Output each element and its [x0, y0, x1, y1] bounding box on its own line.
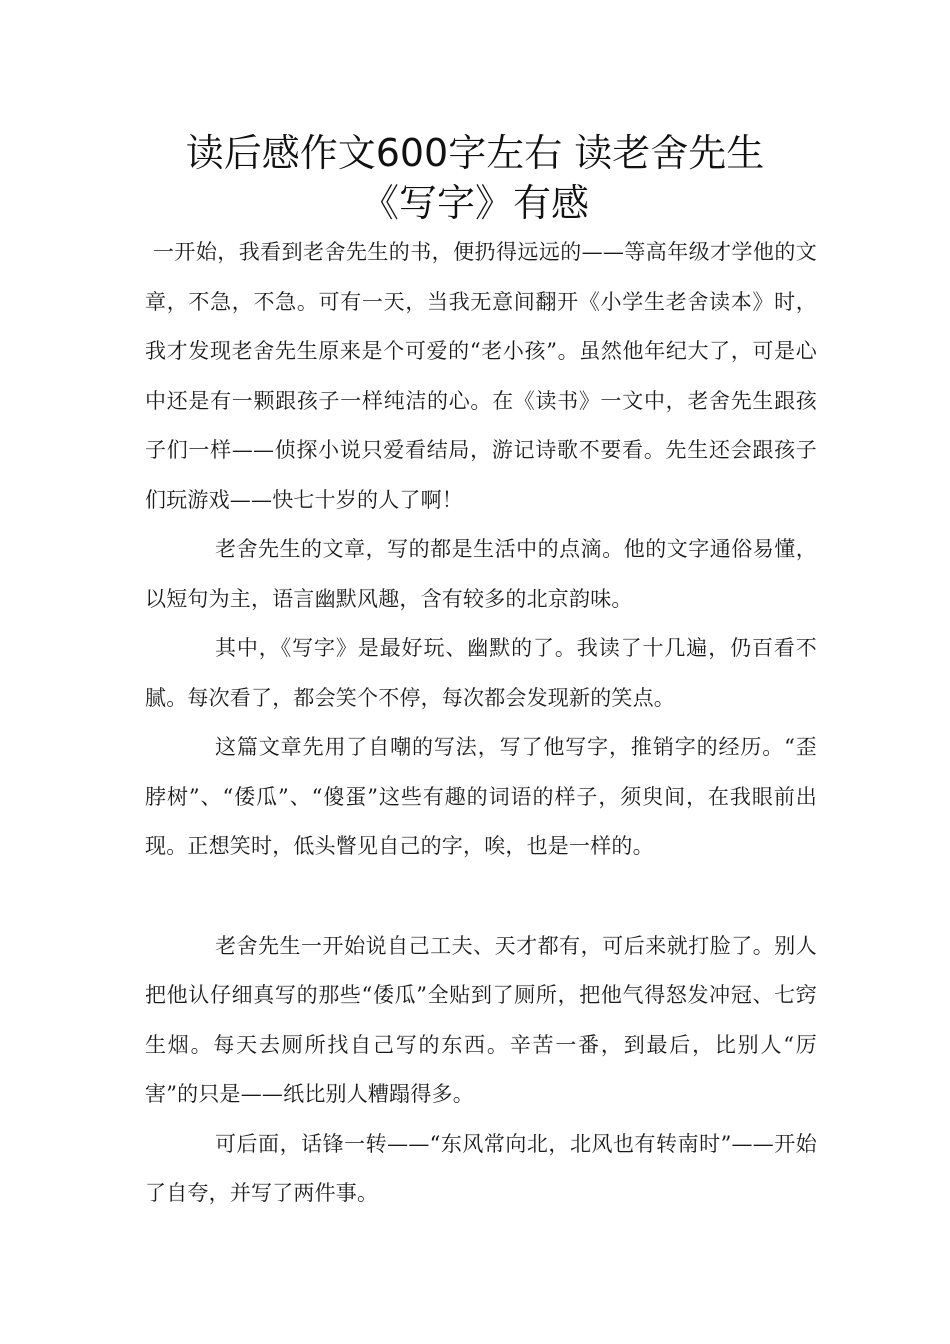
paragraph-3: 其中，《写字》是最好玩、幽默的了。我读了十几遍，仍百看不腻。每次看了，都会笑个不停，每次都会发现新的笑点。	[145, 636, 817, 710]
document-title	[0, 128, 950, 228]
paragraph-4: 这篇文章先用了自嘲的写法，写了他写字，推销字的经历。“歪脖树”、“倭瓜”、“傻蛋”这些有趣的词语的样子，须臾间，在我眼前出现。正想笑时，低头瞥见自己的字，唉，也是一样的。	[145, 735, 817, 858]
title-line-2: 《写字》有感	[360, 181, 589, 225]
paragraph-2: 老舍先生的文章，写的都是生活中的点滴。他的文字通俗易懂，以短句为主，语言幽默风趣，含有较多的北京韵味。	[145, 537, 817, 611]
paragraph-6: 可后面，话锋一转——“东风常向北，北风也有转南时”——开始了自夸，并写了两件事。	[145, 1131, 817, 1205]
title-line-1: 读后感作文600字左右 读老舍先生	[185, 131, 765, 175]
paragraph-5: 老舍先生一开始说自己工夫、天才都有，可后来就打脸了。别人把他认仔细真写的那些“倭瓜”全贴到了厕所，把他气得怒发冲冠、七窍生烟。每天去厕所找自己写的东西。辛苦一番，到最后，比别人“厉害”的只是——纸比别人糟蹋得多。	[145, 933, 817, 1106]
paragraph-gap	[145, 872, 817, 922]
document-body	[145, 228, 817, 1219]
paragraph-1: 一开始，我看到老舍先生的书，便扔得远远的——等高年级才学他的文章，不急，不急。可有一天，当我无意间翻开《小学生老舍读本》时，我才发现老舍先生原来是个可爱的“老小孩”。虽然他年纪大了，可是心中还是有一颗跟孩子一样纯洁的心。在《读书》一文中，老舍先生跟孩子们一样——侦探小说只爱看结局，游记诗歌不要看。先生还会跟孩子们玩游戏——快七十岁的人了啊！	[145, 240, 817, 512]
